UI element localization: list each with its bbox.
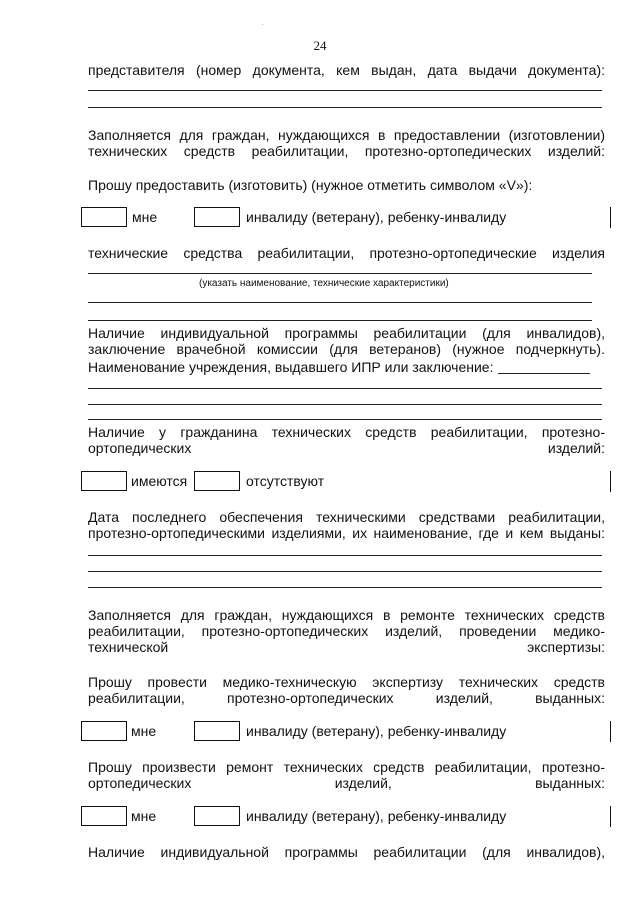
- devices-line: технические средства реабилитации, протезно-ортопедические изделия: [88, 245, 605, 261]
- option-other-label: инвалиду (ветерану), ребенку-инвалиду: [246, 723, 507, 739]
- section2-intro: Заполняется для граждан, нуждающихся в ремонте технических средств реабилитации, протезно-ортопедических изделий, проведении медико-технической экспертизы:: [88, 607, 605, 655]
- margin-mark: [610, 471, 611, 492]
- fill-line: [88, 388, 602, 389]
- checkbox-me[interactable]: [81, 207, 127, 227]
- checkbox-repair-me[interactable]: [81, 806, 127, 826]
- margin-mark: [610, 207, 611, 228]
- page-number: 24: [313, 38, 327, 53]
- option-other-label: инвалиду (ветерану), ребенку-инвалиду: [246, 808, 507, 824]
- fill-line: [88, 107, 602, 108]
- repair-paragraph: Прошу произвести ремонт технических средств реабилитации, протезно-ортопедических изделий, выданных:: [88, 759, 605, 791]
- has-devices-paragraph: Наличие у гражданина технических средств реабилитации, протезно-ортопедических изделий:: [88, 424, 605, 456]
- last-provision-paragraph: Дата последнего обеспечения техническими средствами реабилитации, протезно-ортопедическими изделиями, их наименование, где и кем выданы:: [88, 509, 605, 541]
- scan-speck: [262, 24, 263, 25]
- checkbox-repair-other[interactable]: [194, 806, 240, 826]
- checkbox-other[interactable]: [194, 207, 240, 227]
- option-other-label: инвалиду (ветерану), ребенку-инвалиду: [246, 209, 507, 225]
- fill-line: [88, 90, 602, 91]
- margin-mark: [610, 721, 611, 742]
- fill-line: [88, 571, 602, 572]
- expertise-paragraph: Прошу провести медико-техническую экспертизу технических средств реабилитации, протезно-ортопедических изделий, выданных:: [88, 674, 605, 706]
- section1-intro: Заполняется для граждан, нуждающихся в предоставлении (изготовлении) технических средств реабилитации, протезно-ортопедических изделий:: [88, 127, 605, 159]
- institution-line: Наименование учреждения, выдавшего ИПР или заключение:: [88, 359, 494, 375]
- absent-label: отсутствуют: [246, 473, 325, 489]
- fill-line: [88, 555, 602, 556]
- fill-line: [88, 404, 602, 405]
- ipr-paragraph: Наличие индивидуальной программы реабилитации (для инвалидов), заключение врачебной комиссии (для ветеранов) (нужное подчеркнуть).: [88, 325, 605, 357]
- checkbox-absent[interactable]: [194, 471, 240, 491]
- fill-line: [88, 273, 592, 274]
- checkbox-expertise-me[interactable]: [81, 721, 127, 741]
- fill-line: [88, 320, 592, 321]
- fill-line: [498, 373, 590, 374]
- option-me-label: мне: [132, 209, 158, 225]
- ipr-last-line: Наличие индивидуальной программы реабилитации (для инвалидов),: [88, 844, 605, 860]
- option-me-label: мне: [131, 723, 157, 739]
- checkbox-expertise-other[interactable]: [194, 721, 240, 741]
- request-line: Прошу предоставить (изготовить) (нужное отметить символом «V»):: [88, 177, 533, 193]
- present-label: имеются: [131, 473, 188, 489]
- hint-caption: (указать наименование, технические характеристики): [199, 278, 449, 289]
- fill-line: [88, 302, 592, 303]
- option-me-label: мне: [131, 808, 157, 824]
- fill-line: [88, 419, 602, 420]
- margin-mark: [610, 806, 611, 827]
- checkbox-present[interactable]: [81, 471, 127, 491]
- fill-line: [88, 587, 602, 588]
- representative-line: представителя (номер документа, кем выдан, дата выдачи документа):: [88, 62, 605, 78]
